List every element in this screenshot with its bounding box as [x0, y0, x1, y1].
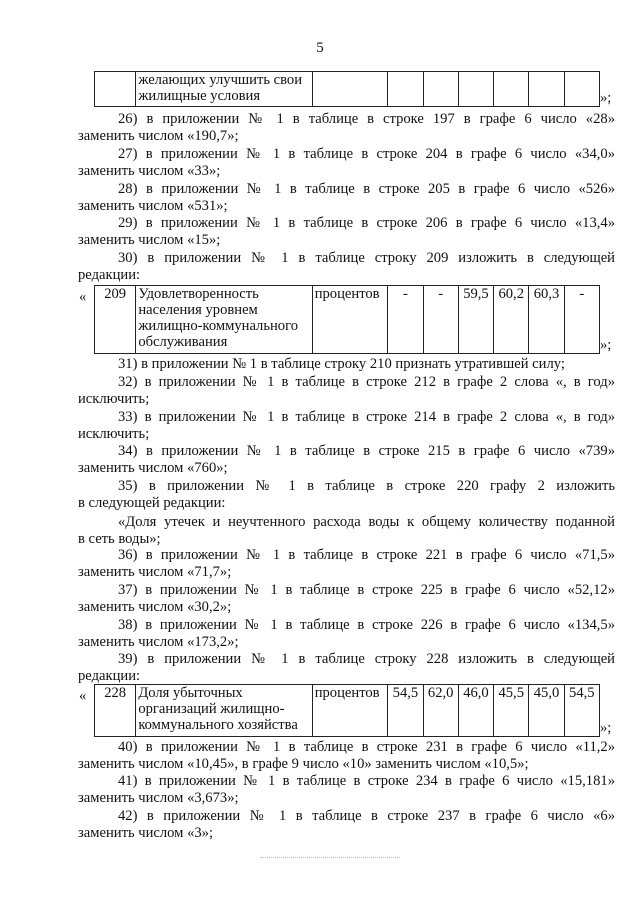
value-col-4: - [388, 286, 423, 354]
value-col-7: 45,5 [494, 685, 529, 737]
row-number: 228 [95, 685, 136, 737]
table-cell [494, 72, 529, 107]
item-39-line-1: 39) в приложении № 1 в таблице строку 228 изложить в следующей [118, 651, 615, 667]
page-number: 5 [316, 40, 324, 56]
quote-close: »; [600, 90, 612, 106]
quote-close: »; [600, 720, 612, 736]
table-cell [458, 72, 493, 107]
table-cell [312, 72, 388, 107]
item-32-line-2: исключить; [78, 391, 150, 407]
table-cell [529, 72, 564, 107]
item-37-line-2: заменить числом «30,2»; [78, 599, 232, 615]
table-cell [564, 72, 599, 107]
value-col-5: 62,0 [423, 685, 458, 737]
item-36-line-2: заменить числом «71,7»; [78, 564, 232, 580]
item-33-line-1: 33) в приложении № 1 в таблице в строке 214 в графе 2 слова «, в год» [118, 409, 615, 425]
row-number: 209 [95, 286, 136, 354]
value-col-6: 59,5 [458, 286, 493, 354]
item-35-line-2: в следующей редакции: [78, 495, 226, 511]
item-26-line-1: 26) в приложении № 1 в таблице в строке 197 в графе 6 число «28» [118, 111, 615, 127]
item-27-line-1: 27) в приложении № 1 в таблице в строке 204 в графе 6 число «34,0» [118, 146, 615, 162]
item-39-line-2: редакции: [78, 668, 141, 684]
item-38-line-1: 38) в приложении № 1 в таблице в строке 226 в графе 6 число «134,5» [118, 617, 615, 633]
quote-open: « [79, 289, 87, 305]
item-42-line-1: 42) в приложении № 1 в таблице в строке 237 в графе 6 число «6» [118, 808, 615, 824]
item-29-line-2: заменить числом «15»; [78, 232, 221, 248]
table-row-209 [94, 285, 600, 354]
item-41-line-1: 41) в приложении № 1 в таблице в строке 234 в графе 6 число «15,181» [118, 773, 615, 789]
value-col-9: - [564, 286, 599, 354]
item-34-line-1: 34) в приложении № 1 в таблице в строке 215 в графе 6 число «739» [118, 443, 615, 459]
table-cell [95, 72, 136, 107]
value-col-8: 60,3 [529, 286, 564, 354]
value-col-4: 54,5 [388, 685, 423, 737]
item-29-line-1: 29) в приложении № 1 в таблице в строке 206 в графе 6 число «13,4» [118, 215, 615, 231]
item-35-quote-line-1: «Доля утечек и неучтенного расхода воды к общему количеству поданной [118, 514, 615, 530]
unit: процентов [312, 286, 388, 354]
item-40-line-2: заменить числом «10,45», в графе 9 число «10» заменить числом «10,5»; [78, 756, 529, 772]
item-28-line-2: заменить числом «531»; [78, 198, 228, 214]
value-col-5: - [423, 286, 458, 354]
unit: процентов [312, 685, 388, 737]
quote-open: « [79, 688, 87, 704]
item-41-line-2: заменить числом «3,673»; [78, 790, 239, 806]
item-30-line-2: редакции: [78, 267, 141, 283]
item-37-line-1: 37) в приложении № 1 в таблице в строке 225 в графе 6 число «52,12» [118, 582, 615, 598]
item-31-line-1: 31) в приложении № 1 в таблице строку 210 признать утратившей силу; [118, 356, 565, 372]
item-33-line-2: исключить; [78, 426, 150, 442]
item-38-line-2: заменить числом «173,2»; [78, 634, 239, 650]
value-col-7: 60,2 [494, 286, 529, 354]
item-35-quote-line-2: в сеть воды»; [78, 531, 161, 547]
value-col-6: 46,0 [458, 685, 493, 737]
item-36-line-1: 36) в приложении № 1 в таблице в строке 221 в графе 6 число «71,5» [118, 547, 615, 563]
table-cell [388, 72, 423, 107]
item-30-line-1: 30) в приложении № 1 в таблице строку 209 изложить в следующей [118, 250, 615, 266]
item-42-line-2: заменить числом «3»; [78, 825, 214, 841]
item-32-line-1: 32) в приложении № 1 в таблице в строке 212 в графе 2 слова «, в год» [118, 374, 615, 390]
table-continuation [94, 71, 600, 107]
table-row-228 [94, 684, 600, 737]
table-cell: желающих улучшить свои жилищные условия [136, 72, 312, 107]
item-40-line-1: 40) в приложении № 1 в таблице в строке 231 в графе 6 число «11,2» [118, 739, 615, 755]
item-35-line-1: 35) в приложении № 1 в таблице в строке 220 графу 2 изложить [118, 478, 615, 494]
value-col-9: 54,5 [564, 685, 599, 737]
indicator-name: Удовлетворенность населения уровнем жилищно-коммунального обслуживания [136, 286, 312, 354]
page-divider [260, 857, 400, 858]
indicator-name: Доля убыточных организаций жилищно- коммунального хозяйства [136, 685, 312, 737]
item-28-line-1: 28) в приложении № 1 в таблице в строке 205 в графе 6 число «526» [118, 181, 615, 197]
quote-close: »; [600, 337, 612, 353]
item-34-line-2: заменить числом «760»; [78, 460, 228, 476]
item-27-line-2: заменить числом «33»; [78, 163, 221, 179]
table-cell [423, 72, 458, 107]
value-col-8: 45,0 [529, 685, 564, 737]
item-26-line-2: заменить числом «190,7»; [78, 128, 239, 144]
